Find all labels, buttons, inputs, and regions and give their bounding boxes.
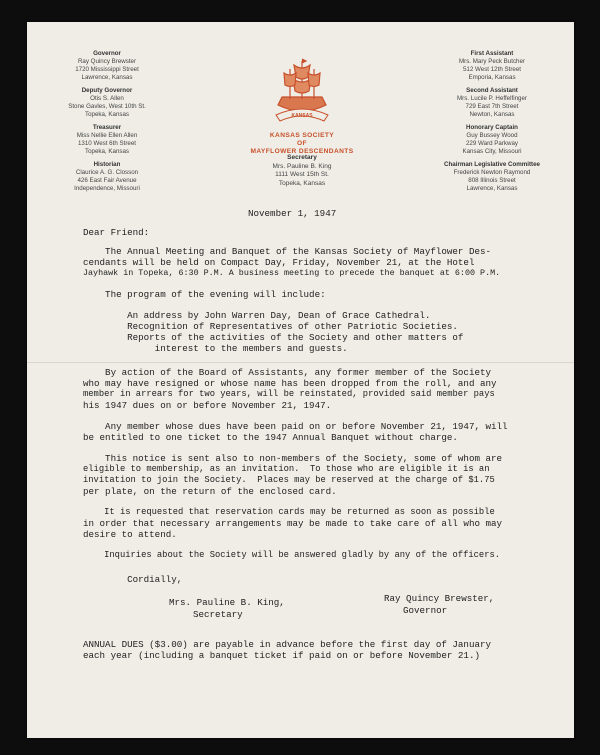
paragraph-line: It is requested that reservation cards may be returned as soon as possible	[83, 507, 495, 517]
signature-left-name: Mrs. Pauline B. King,	[169, 597, 285, 608]
fold-line	[27, 362, 574, 363]
letter-page	[27, 22, 574, 738]
signature-left-title: Secretary	[193, 609, 243, 620]
paragraph-line: his 1947 dues on or before November 21, 1947.	[83, 400, 332, 411]
officer-legislative-chairman: Chairman Legislative Committee Frederick Newton Raymond 808 Illinois Street Lawrence, Kansas	[444, 161, 540, 192]
officer-governor: Governor Ray Quincy Brewster 1720 Mississippi Street Lawrence, Kansas	[75, 50, 139, 81]
signature-right-title: Governor	[403, 605, 448, 616]
officer-historian: Historian Claurice A. G. Closson 426 East Fair Avenue Independence, Missouri	[74, 161, 140, 192]
program-item: An address by John Warren Day, Dean of Grace Cathedral.	[83, 310, 431, 321]
society-logo	[250, 55, 354, 155]
signature-right-name: Ray Quincy Brewster,	[384, 593, 495, 604]
logo-line-3: MAYFLOWER DESCENDANTS	[250, 148, 354, 155]
letter-date: November 1, 1947	[248, 208, 337, 219]
paragraph-line: invitation to join the Society. Places may be reserved at the charge of $1.75	[83, 475, 495, 485]
officer-first-assistant: First Assistant Mrs. Mary Peck Butcher 512 West 12th Street Emporia, Kansas	[458, 50, 525, 81]
officer-second-assistant: Second Assistant Mrs. Lucile P. Heffelfinger 729 East 7th Street Newton, Kansas	[457, 87, 527, 118]
program-item: interest to the members and guests.	[83, 343, 348, 354]
program-item: Recognition of Representatives of other Patriotic Societies.	[83, 321, 458, 332]
program-item: Reports of the activities of the Society and other matters of	[83, 332, 464, 343]
paragraph-line: By action of the Board of Assistants, any former member of the Society	[83, 367, 491, 378]
officers-right	[422, 50, 562, 198]
paragraph-line: The program of the evening will include:	[83, 289, 326, 300]
paragraph-line: be entitled to one ticket to the 1947 Annual Banquet without charge.	[83, 432, 458, 443]
secretary-info: Secretary Mrs. Pauline B. King 1111 West 15th St. Topeka, Kansas	[272, 154, 332, 187]
paragraph-line: who may have resigned or whose name has been dropped from the roll, and any	[83, 378, 497, 389]
officer-treasurer: Treasurer Miss Nellie Ellen Allen 1310 West 6th Street Topeka, Kansas	[76, 124, 138, 155]
dues-footer-line: ANNUAL DUES ($3.00) are payable in advance before the first day of January	[83, 639, 491, 650]
paragraph-line: eligible to membership, as an invitation. To those who are eligible it is an	[83, 464, 490, 474]
paragraph-line: per plate, on the return of the enclosed card.	[83, 486, 337, 497]
paragraph-line: Jayhawk in Topeka, 6:30 P.M. A business meeting to precede the banquet at 6:00 P.M.	[83, 268, 501, 278]
paragraph-line: cendants will be held on Compact Day, Friday, November 21, at the Hotel	[83, 257, 475, 268]
salutation: Dear Friend:	[83, 227, 150, 238]
paragraph-line: This notice is sent also to non-members of the Society, some of whom are	[83, 453, 503, 464]
officer-honorary-captain: Honorary Captain Guy Bussey Wood 229 Ward Parkway Kansas City, Missouri	[462, 124, 522, 155]
mayflower-ship-icon	[272, 55, 332, 127]
paragraph-line: desire to attend.	[83, 529, 177, 540]
paragraph-line: Any member whose dues have been paid on or before November 21, 1947, will	[83, 421, 508, 432]
dues-footer-line: each year (including a banquet ticket if paid on or before November 21.)	[83, 650, 480, 661]
paragraph-line: The Annual Meeting and Banquet of the Kansas Society of Mayflower Des-	[83, 246, 491, 257]
closing: Cordially,	[83, 574, 183, 585]
logo-line-1: KANSAS SOCIETY	[269, 132, 335, 139]
paragraph-line: member in arrears for two years, will be reinstated, provided said member pays	[83, 389, 495, 399]
officer-deputy-governor: Deputy Governor Otis S. Allen Stone Gavles, West 10th St. Topeka, Kansas	[68, 87, 146, 118]
logo-line-2: OF	[297, 140, 307, 147]
logo-scroll-text: KANSAS	[291, 113, 313, 119]
paragraph-line: Inquiries about the Society will be answered gladly by any of the officers.	[83, 550, 501, 560]
officers-left	[37, 50, 177, 198]
paragraph-line: in order that necessary arrangements may be made to take care of all who may	[83, 518, 503, 529]
